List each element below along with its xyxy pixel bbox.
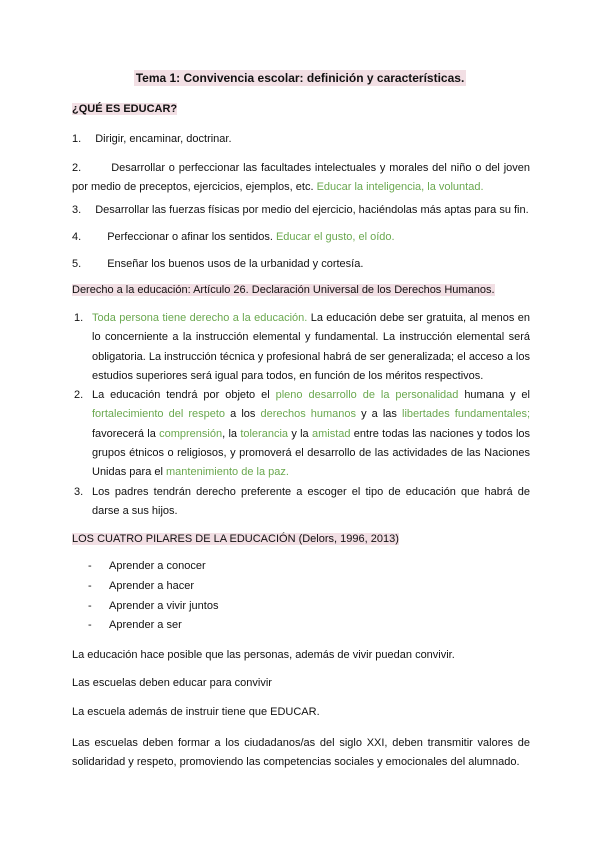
section-heading-derecho: Derecho a la educación: Artículo 26. Declaración Universal de los Derechos Humanos.: [72, 284, 495, 296]
list-item: - Aprender a conocer: [88, 560, 206, 572]
article-list: [72, 309, 530, 521]
paragraph: La educación hace posible que las personas, además de vivir puedan convivir.: [72, 649, 455, 661]
page-title: Tema 1: Convivencia escolar: definición y características.: [135, 71, 465, 85]
section-heading-que-es-educar: ¿QUÉ ES EDUCAR?: [72, 103, 178, 115]
list-item: - Aprender a vivir juntos: [88, 599, 219, 612]
article-item: 2. La educación tendrá por objeto el pleno desarrollo de la personalidad humana y el fortalecimiento del respeto a los derechos humanos y a las libertades fundamentales; favorecerá la comprensión, la tolerancia y la amistad entre todas las naciones y todos los grupos étnicos o religiosos, y promoverá el desarrollo de las actividades de las Naciones Unidas para el mantenimiento de la paz.: [74, 389, 531, 479]
definition-item: 5. Enseñar los buenos usos de la urbanidad y cortesía.: [72, 258, 364, 270]
definition-item: 4. Perfeccionar o afinar los sentidos. Educar el gusto, el oído.: [72, 231, 395, 243]
pillars-list: [88, 557, 218, 636]
definition-item: 1. Dirigir, encaminar, doctrinar.: [72, 133, 232, 145]
definition-item: 3. Desarrollar las fuerzas físicas por medio del ejercicio, haciéndolas más aptas para su fin.: [72, 204, 529, 216]
list-item: - Aprender a hacer: [88, 579, 194, 592]
article-item: 1. Toda persona tiene derecho a la educación. La educación debe ser gratuita, al menos en lo concerniente a la instrucción elemental y fundamental. La instrucción elemental será obligatoria. La instrucción técnica y profesional habrá de ser generalizada; el acceso a los estudios superiores será igual para todos, en función de los méritos respectivos.: [74, 312, 530, 382]
article-item: 3. Los padres tendrán derecho preferente a escoger el tipo de educación que habrá de darse a sus hijos.: [74, 485, 530, 517]
paragraph: Las escuelas deben educar para convivir: [72, 677, 272, 689]
paragraph: Las escuelas deben formar a los ciudadanos/as del siglo XXI, deben transmitir valores de solidaridad y respeto, promoviendo las competencias sociales y emocionales del alumnado.: [72, 737, 530, 768]
section-heading-pilares: LOS CUATRO PILARES DE LA EDUCACIÓN (Delors, 1996, 2013): [72, 533, 399, 545]
list-item: - Aprender a ser: [88, 619, 182, 632]
paragraph: La escuela además de instruir tiene que EDUCAR.: [72, 706, 320, 718]
definition-item: 2. Desarrollar o perfeccionar las facultades intelectuales y morales del niño o del joven por medio de preceptos, ejercicios, ejemplos, etc. Educar la inteligencia, la voluntad.: [72, 162, 530, 193]
